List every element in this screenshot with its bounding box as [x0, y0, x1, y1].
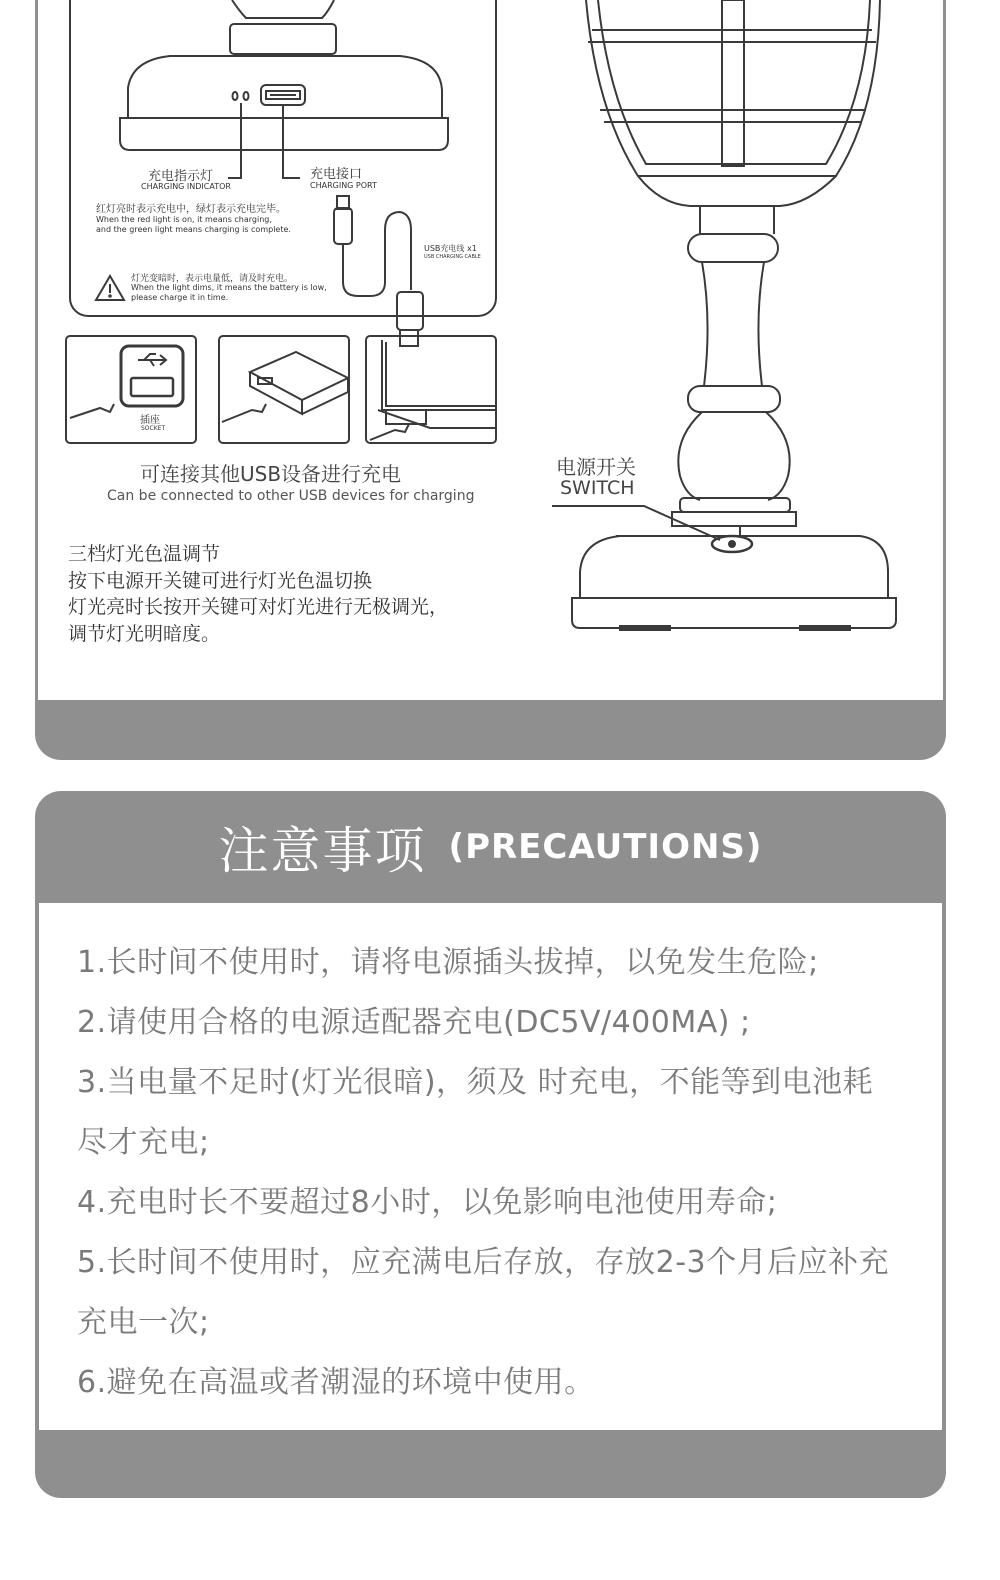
feature-description — [68, 541, 448, 647]
connect-usb-title: 可连接其他USB设备进行充电 — [140, 462, 402, 486]
switch-label-en: SWITCH — [560, 477, 635, 499]
led-status-text-en-1: When the red light is on, it means charging, — [96, 215, 272, 224]
usb-cable-label: USB充电线 x1 — [424, 244, 477, 253]
precautions-body — [39, 903, 942, 1430]
charging-indicator-label-en: CHARGING INDICATOR — [141, 182, 231, 191]
precautions-title: 注意事项 — [218, 822, 427, 880]
precaution-item: 尽才充电; — [77, 1125, 210, 1160]
precautions-title-en: (PRECAUTIONS) — [448, 827, 763, 867]
feature-line: 调节灯光明暗度。 — [68, 622, 221, 645]
connect-usb-subtitle: Can be connected to other USB devices for charging — [107, 488, 475, 504]
charging-port-label-en: CHARGING PORT — [310, 181, 377, 190]
laptop-icon — [370, 340, 496, 440]
precaution-item: 1.长时间不使用时，请将电源插头拔掉，以免发生危险; — [77, 945, 819, 980]
warning-text: 灯光变暗时，表示电量低，请及时充电。 — [131, 274, 294, 284]
warning-text-en-2: please charge it in time. — [131, 293, 229, 302]
power-bank-icon — [222, 352, 348, 422]
socket-icon — [70, 346, 183, 418]
led-status-text-en-2: and the green light means charging is complete. — [96, 225, 291, 234]
lamp-illustration — [572, 0, 896, 630]
socket-label-en: SOCKET — [141, 425, 166, 432]
precaution-item: 2.请使用合格的电源适配器充电(DC5V/400MA) ; — [77, 1005, 751, 1040]
precaution-item: 3.当电量不足时(灯光很暗)，须及 时充电，不能等到电池耗 — [77, 1065, 874, 1100]
indicator-light-icon-2 — [244, 92, 249, 100]
warning-text-en-1: When the light dims, it means the battery is low, — [131, 283, 327, 292]
precaution-item: 5.长时间不使用时，应充满电后存放，存放2-3个月后应补充 — [77, 1245, 890, 1280]
feature-line: 三档灯光色温调节 — [68, 543, 221, 565]
feature-line: 按下电源开关键可进行灯光色温切换 — [68, 569, 373, 592]
usb-port-icon — [261, 85, 305, 105]
charging-indicator-label: 充电指示灯 — [148, 169, 214, 184]
precautions-header — [35, 791, 946, 903]
switch-label: 电源开关 — [556, 455, 636, 479]
usb-cable-label-en: USB CHARGING CABLE — [424, 254, 481, 260]
precautions-list — [77, 933, 917, 1413]
indicator-light-icon — [233, 92, 238, 100]
usb-cable-icon — [334, 196, 423, 346]
socket-label: 插座 — [140, 415, 160, 426]
charging-port-label: 充电接口 — [310, 167, 363, 182]
led-status-text: 红灯亮时表示充电中，绿灯表示充电完毕。 — [96, 204, 286, 215]
precaution-item: 6.避免在高温或者潮湿的环境中使用。 — [77, 1365, 595, 1400]
feature-line: 灯光亮时长按开关键可对灯光进行无极调光， — [68, 596, 449, 618]
precaution-item: 充电一次; — [77, 1305, 210, 1340]
precaution-item: 4.充电时长不要超过8小时，以免影响电池使用寿命; — [77, 1185, 778, 1220]
precautions-card — [35, 791, 946, 1498]
